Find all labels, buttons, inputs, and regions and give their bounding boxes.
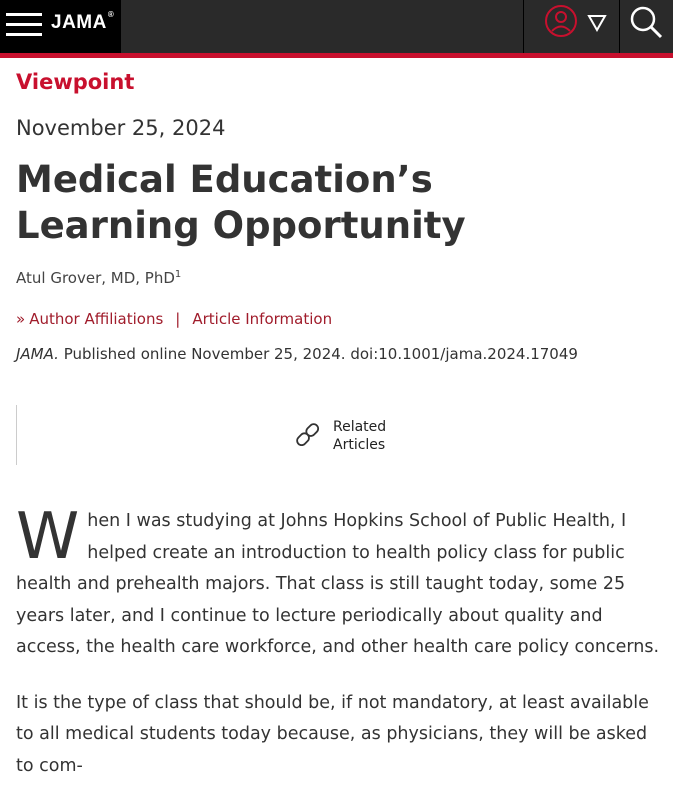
article-information-link[interactable]: Article Information xyxy=(192,310,333,328)
author-affiliations-label: Author Affiliations xyxy=(29,310,164,328)
user-account-button[interactable] xyxy=(523,0,620,53)
jama-logo[interactable] xyxy=(51,9,115,34)
author-line[interactable] xyxy=(16,269,181,287)
related-articles-label xyxy=(333,418,386,454)
author-name[interactable]: Atul Grover, MD, PhD xyxy=(16,269,175,287)
body-paragraph: It is the type of class that should be, if not mandatory, at least available to all medical students today because, as physicians, they will be asked to com- xyxy=(16,692,649,776)
article-body xyxy=(16,500,661,806)
body-paragraph xyxy=(16,500,661,664)
related-label-line1: Related xyxy=(333,419,387,435)
related-label-line2: Articles xyxy=(333,437,386,453)
citation-line xyxy=(16,345,578,363)
logo-text: JAMA xyxy=(51,12,107,33)
citation-text: Published online November 25, 2024. doi:10.1001/jama.2024.17049 xyxy=(58,345,578,363)
author-affiliation-sup[interactable]: 1 xyxy=(174,269,182,280)
logo-registered-mark: ® xyxy=(107,9,115,19)
publication-date: November 25, 2024 xyxy=(16,116,226,140)
double-chevron-right-icon: » xyxy=(16,310,26,328)
search-button[interactable] xyxy=(619,0,673,53)
hamburger-icon[interactable] xyxy=(6,11,42,39)
link-chain-icon xyxy=(293,420,323,450)
paragraph-text: hen I was studying at Johns Hopkins School of Public Health, I helped create an introduction to health policy class for public health and prehealth majors. That class is still taught today, some 25 years later, and I continue to lecture periodically about quality and access, the health care workforce, and other health care policy concerns. xyxy=(16,511,660,657)
brand-area xyxy=(0,0,121,53)
search-icon xyxy=(619,0,673,53)
link-separator: | xyxy=(175,310,181,328)
drop-cap: W xyxy=(16,500,80,574)
article-type-label: Viewpoint xyxy=(16,70,135,94)
article-title: Medical Education’s Learning Opportunity xyxy=(16,158,466,247)
chevron-down-icon xyxy=(587,12,607,32)
article-links xyxy=(16,310,332,328)
accent-divider xyxy=(0,53,673,58)
top-navigation-bar xyxy=(0,0,673,53)
author-affiliations-link[interactable] xyxy=(16,310,163,328)
journal-name: JAMA. xyxy=(16,345,59,363)
